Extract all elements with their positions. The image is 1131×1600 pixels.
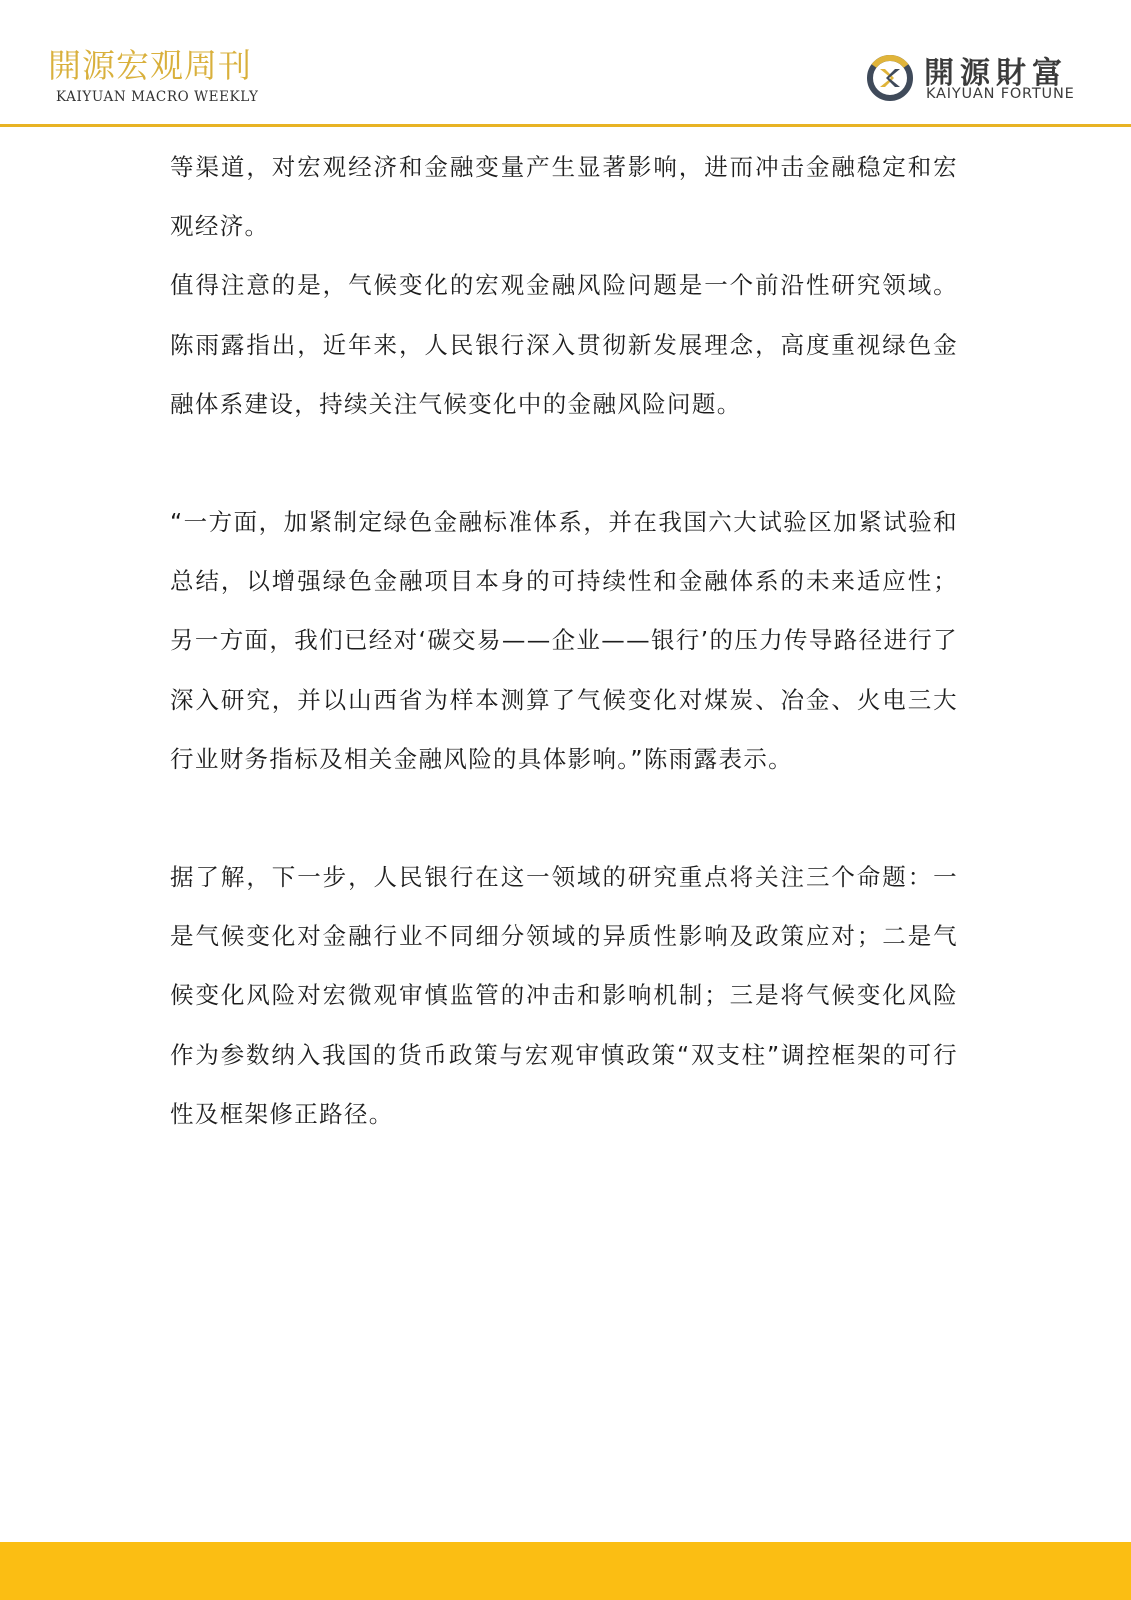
brand-block (864, 50, 1094, 106)
page-header (0, 0, 1131, 128)
brand-name: 開源財富 (924, 56, 1068, 91)
paragraph-spacer (170, 434, 958, 493)
paragraph-4: 据了解，下一步，人民银行在这一领域的研究重点将关注三个命题：一是气候变化对金融行业不同细分领域的异质性影响及政策应对；二是气候变化风险对宏微观审慎监管的冲击和影响机制；三是将气候变化风险作为参数纳入我国的货币政策与宏观审慎政策“双支柱”调控框架的可行性及框架修正路径。 (170, 863, 958, 1128)
paragraph-2: 值得注意的是，气候变化的宏观金融风险问题是一个前沿性研究领域。陈雨露指出，近年来，人民银行深入贯彻新发展理念，高度重视绿色金融体系建设，持续关注气候变化中的金融风险问题。 (170, 271, 958, 418)
kaiyuan-logo-icon (864, 52, 916, 104)
header-divider (0, 124, 1131, 127)
footer-bar (0, 1542, 1131, 1600)
paragraph-3: “一方面，加紧制定绿色金融标准体系，并在我国六大试验区加紧试验和总结，以增强绿色金融项目本身的可持续性和金融体系的未来适应性；另一方面，我们已经对‘碳交易——企业——银行’的压力传导路径进行了深入研究，并以山西省为样本测算了气候变化对煤炭、冶金、火电三大行业财务指标及相关金融风险的具体影响。”陈雨露表示。 (170, 508, 958, 773)
article-body (170, 138, 958, 1144)
paragraph-spacer (170, 789, 958, 848)
paragraph-1: 等渠道，对宏观经济和金融变量产生显著影响，进而冲击金融稳定和宏观经济。 (170, 153, 958, 241)
publication-subtitle: KAIYUAN MACRO WEEKLY (56, 89, 259, 105)
brand-name-english: KAIYUAN FORTUNE (926, 86, 1075, 102)
publication-title: 開源宏观周刊 (48, 46, 252, 85)
